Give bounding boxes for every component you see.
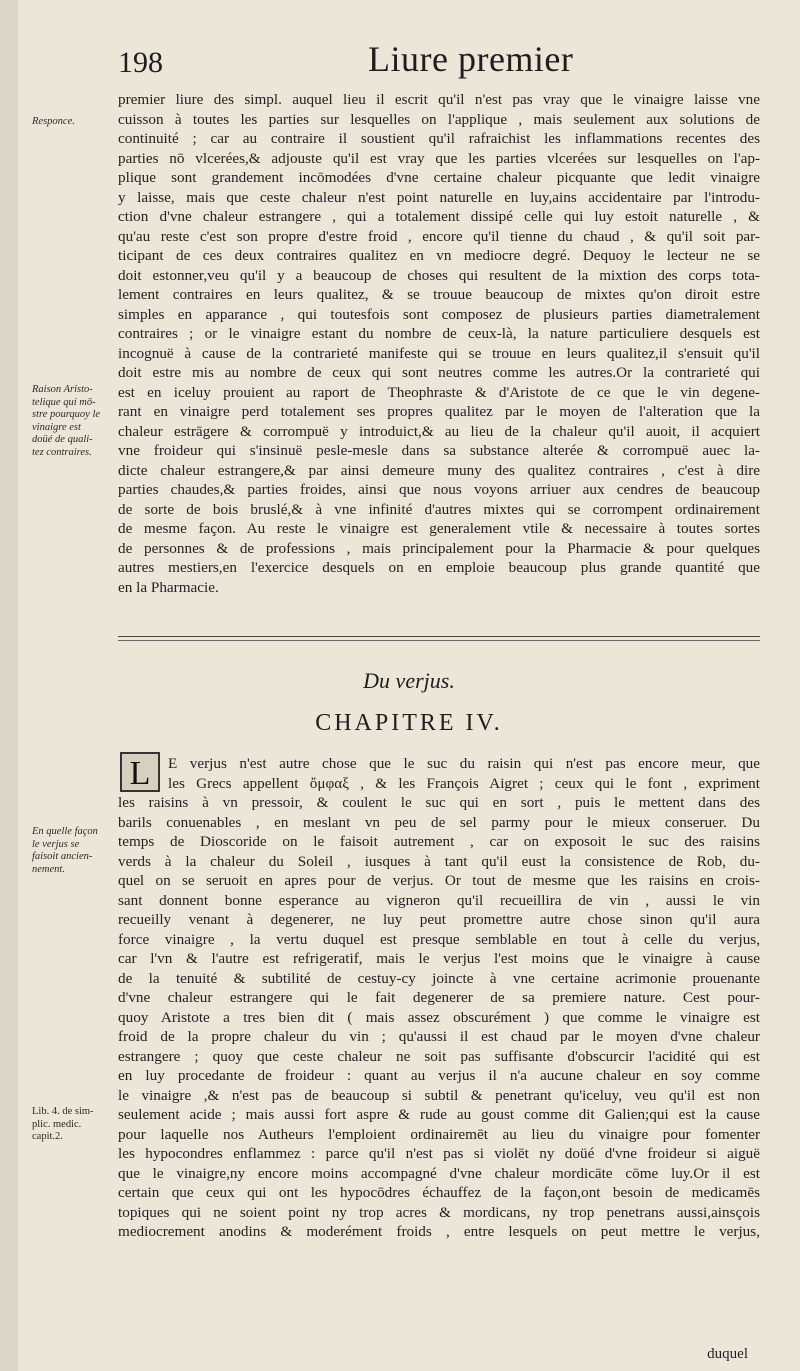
- drop-cap-letter: L: [120, 752, 160, 792]
- catchword: duquel: [707, 1346, 748, 1362]
- margin-note-reference: Lib. 4. de sim- plic. medic. capit.2.: [32, 1106, 94, 1142]
- chapter-heading: CHAPITRE IV.: [315, 710, 503, 736]
- margin-note-responce: Responce.: [32, 116, 75, 127]
- margin-note-raison: Raison Aristo- telique qui mō- stre pourquoy le vinaigre est doüé de quali- tez contraires.: [32, 384, 101, 458]
- chapter-first-lines: E verjus n'est autre chose que le suc du raisin qui n'est pas encore meur, que les Grecs appellent ὄμφαξ , & les François Aigret ; ceux qui le font , expriment: [168, 755, 760, 792]
- page-number: 198: [118, 46, 163, 79]
- section-divider: [118, 636, 760, 641]
- book-page: [18, 0, 800, 1371]
- margin-note-facon: En quelle façon le verjus se faisoit ancien- nement.: [32, 826, 98, 875]
- chapter-paragraph: les raisins à vn pressoir, & coulent le suc qui en sort , puis le mettent dans des barils conuenables , en meslant vn peu de sel parmy pour le mieux conseruer. Du temps de Dioscoride on le faisoit autrement , car on exposoit le suc des raisins verds à la chaleur du Soleil , iusques à tant qu'il eust la consistence de Rob, du- quel on se seruoit en apres pour de verjus. Or tout de mesme que les raisins en crois- sant donnent bonne esperance au vigneron qu'il recueillira de vin , aussi le vin recueilly venant à degenerer, ne luy peut promettre autre chose sinon qu'il aura force vinaigre , la vertu duquel est presque semblable en tout à celle du verjus, car l'vn & l'autre est refrigeratif, mais le verjus l'est moins que le vinaigre à cause de la tenuité & subtilité de cestuy-cy joincte à vne certaine acrimonie prouenante d'vne chaleur estrangere qui le fait degenerer de sa premiere nature. Cest pour- quoy Aristote a tres bien dit ( mais assez obscurément ) que comme le vinaigre est froid de la propre chaleur du vin ; qu'aussi il est chaud par le moyen d'vne chaleur estrangere ; quoy que ceste chaleur ne soit pas suffisante d'obscurcir l'acidité qui est en luy procedante de froideur : quant au verjus il n'a aucune chaleur en soy comme le vinaigre ,& n'est pas de beaucoup si subtil & penetrant qu'iceluy, veu qu'il est non seulement acide ; mais aussi fort aspre & rude au goust comme dit Galien;qui est la cause pour laquelle nos Autheurs l'emploient ordinairemēt au lieu du vinaigre pour fomenter les hypocondres enflammez : parce qu'il n'est pas si violēt ny doüé d'vne froideur si aiguë que le vinaigre,ny encore moins accompagné d'vne chaleur mordicāte cōme luy.Or il est certain que ceux qui ont les hypocōdres échauffez de la façon,ont besoin de medicamēs topiques qui ne soient point ny trop acres & mordicans, ny trop penetrans aussi,ainsçois mediocrement anodins & moderément froids , entre lesquels on peut mettre le verjus,: [118, 794, 760, 1240]
- page-header: [18, 38, 800, 88]
- section-title: Du verjus.: [363, 668, 455, 693]
- top-paragraph: premier liure des simpl. auquel lieu il escrit qu'il n'est pas vray que le vinaigre laisse vne cuisson à toutes les parties sur lesquelles on l'applique , mais seulement aux solutions de continuité ; car au contraire il soustient qu'il rafraichist les inflammations recentes des parties nō vlcerées,& adjouste qu'il est vray que les parties vlcerées sur lesquelles on l'ap- plique sont grandement incōmodées d'vne certaine chaleur picquante que ledit vinaigre y laisse, mais que ceste chaleur n'est point naturelle en luy,ains accidentaire par l'introdu- ction d'vne chaleur estrangere , qui a totalement dissipé celle qui luy estoit naturelle , & qu'au reste c'est son propre d'estre froid , encore qu'il tienne du chaud , & qu'il soit par- ticipant de ces deux contraires qualitez en vn mediocre degré. Dequoy le lecteur ne se doit estonner,veu qu'il y a beaucoup de choses qui resultent de la mixtion des corps tota- lement contraires en leurs qualitez, & se trouue beaucoup de mixtes qu'on diroit estre simples en apparance , qui toutesfois sont composez de plusieurs parties diametralement contraires ; or le vinaigre estant du nombre de ceux-là, la nature particuliere desquels est incognuë à cause de la contrarieté manifeste qui se trouue en leurs qualitez,il s'ensuit qu'il doit estre mis au nombre de ceux qui sont neutres comme les autres.Or la contrarieté qui est en iceluy prouient au raport de Theophraste & d'Aristote de ce que le vin degene- rant en vinaigre perd totalement ses propres qualitez par le moyen de l'alteration que la chaleur estrāgere & corrompuë y introduict,& au lieu de la chaleur qu'il auoit, il acquiert vne froideur qui s'insinuë pesle-mesle dans sa substance alterée & corrompuë auec la- dicte chaleur estrangere,& par ainsi demeure muny des qualitez contraires , c'est à dire parties chaudes,& parties froides, ainsi que nous voyons arriuer aux cendres de beaucoup de sorte de bois bruslé,& à vne infinité d'autres mixtes qui se corrompent ordinairement de mesme façon. Au reste le vinaigre est generalement vtile & necessaire à toutes sortes de personnes & de professions , mais principalement pour la Pharmacie & pour quelques autres mestiers,en l'exercice desquels on en emploie beaucoup plus grande quantité que en la Pharmacie.: [118, 91, 760, 596]
- running-title: Liure premier: [368, 39, 574, 79]
